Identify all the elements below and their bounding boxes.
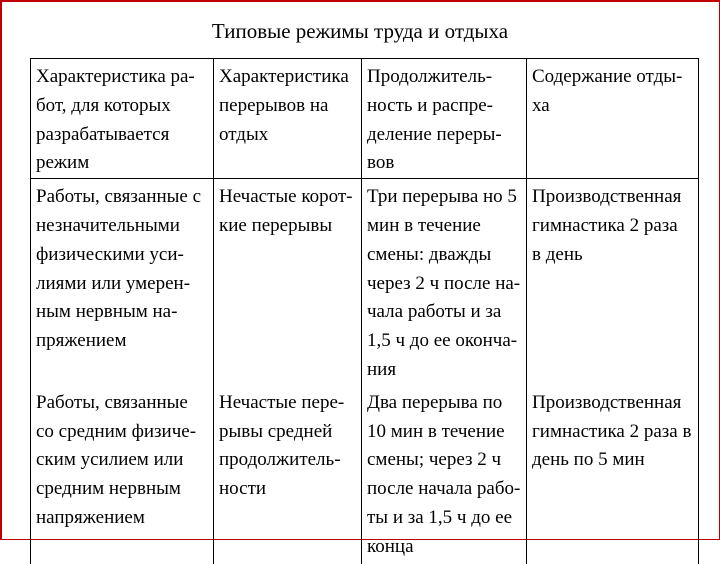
header-work-characteristic: Характеристика ра- бот, для которых разрабатывается режим — [31, 59, 214, 179]
header-break-duration: Продолжитель- ность и распре- деление переры- вов — [362, 59, 527, 179]
table-cell: Нечастые пере- рывы средней продолжитель- ности — [214, 385, 362, 564]
table-row — [31, 385, 699, 564]
work-rest-table — [30, 58, 699, 564]
table-cell: Нечастые корот- кие перерывы — [214, 179, 362, 385]
table-header-row — [31, 59, 699, 179]
table-cell: Три перерыва но 5 мин в течение смены: дважды через 2 ч после на- чала работы и за 1,5 ч до ее оконча- ния — [362, 179, 527, 385]
table-row — [31, 179, 699, 385]
header-rest-content: Содержание отды- ха — [527, 59, 699, 179]
table-cell: Работы, связанные с незначительными физическими уси- лиями или умерен- ным нервным на- пряжением — [31, 179, 214, 385]
table-cell: Два перерыва по 10 мин в течение смены; через 2 ч после начала рабо- ты и за 1,5 ч до ее конца — [362, 385, 527, 564]
header-break-characteristic: Характеристика перерывов на отдых — [214, 59, 362, 179]
table-cell: Производственная гимнастика 2 раза в день — [527, 179, 699, 385]
table-cell: Производственная гимнастика 2 раза в день по 5 мин — [527, 385, 699, 564]
page-title: Типовые режимы труда и отдыха — [211, 19, 509, 43]
table-cell: Работы, связанные со средним физиче- ским усилием или средним нервным напряжением — [31, 385, 214, 564]
